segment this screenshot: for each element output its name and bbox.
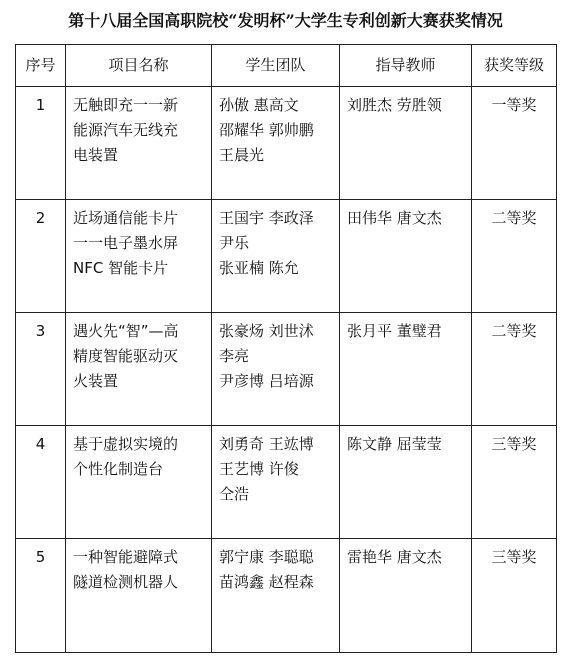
team-line: 张豪炀 刘世沭 bbox=[219, 322, 314, 340]
serial-number: 5 bbox=[35, 548, 46, 566]
project-name-line: 一种智能避障式 bbox=[73, 548, 179, 566]
page-title: 第十八届全国高职院校“发明杯”大学生专利创新大赛获奖情况 bbox=[68, 11, 503, 30]
team-line: 仝浩 bbox=[219, 485, 250, 503]
table-row bbox=[16, 426, 557, 539]
awards-table bbox=[15, 44, 557, 653]
award-level: 二等奖 bbox=[491, 209, 537, 227]
table-row bbox=[16, 87, 557, 200]
table-row bbox=[16, 539, 557, 653]
team-line: 尹彦博 吕培源 bbox=[219, 372, 314, 390]
advisors: 刘胜杰 劳胜领 bbox=[347, 96, 442, 114]
student-team bbox=[212, 426, 339, 515]
award-level: 一等奖 bbox=[491, 96, 537, 114]
project-name bbox=[66, 539, 211, 603]
project-name bbox=[66, 200, 211, 289]
table-header-row bbox=[16, 45, 557, 87]
team-line: 王艺博 许俊 bbox=[219, 460, 299, 478]
project-name bbox=[66, 313, 211, 402]
team-line: 李亮 bbox=[219, 347, 250, 365]
project-name-line: 近场通信能卡片 bbox=[73, 209, 179, 227]
project-name-line: 电装置 bbox=[73, 146, 119, 164]
advisors: 雷艳华 唐文杰 bbox=[347, 548, 442, 566]
team-line: 孙傲 惠高文 bbox=[219, 96, 299, 114]
student-team bbox=[212, 200, 339, 289]
advisors: 田伟华 唐文杰 bbox=[347, 209, 442, 227]
team-line: 张亚楠 陈允 bbox=[219, 259, 299, 277]
header-advisors: 指导教师 bbox=[340, 45, 472, 87]
serial-number: 2 bbox=[35, 209, 46, 227]
header-serial-number: 序号 bbox=[16, 45, 66, 87]
team-line: 郭宁康 李聪聪 bbox=[219, 548, 314, 566]
table-row bbox=[16, 200, 557, 313]
team-line: 王晨光 bbox=[219, 146, 265, 164]
award-level: 二等奖 bbox=[491, 322, 537, 340]
award-level: 三等奖 bbox=[491, 548, 537, 566]
student-team bbox=[212, 539, 339, 603]
team-line: 刘勇奇 王竑博 bbox=[219, 435, 314, 453]
project-name-line: 一一电子墨水屏 bbox=[73, 234, 179, 252]
advisors: 张月平 董璧君 bbox=[347, 322, 442, 340]
student-team bbox=[212, 313, 339, 402]
project-name-line: 基于虚拟实境的 bbox=[73, 435, 179, 453]
student-team bbox=[212, 87, 339, 176]
project-name-line: 火装置 bbox=[73, 372, 119, 390]
table-row bbox=[16, 313, 557, 426]
team-line: 尹乐 bbox=[219, 234, 250, 252]
header-award-level: 获奖等级 bbox=[472, 45, 557, 87]
project-name bbox=[66, 87, 211, 176]
advisors: 陈文静 屈莹莹 bbox=[347, 435, 442, 453]
team-line: 苗鸿鑫 赵程森 bbox=[219, 573, 314, 591]
project-name-line: 遇火先“智”—高 bbox=[73, 322, 179, 340]
project-name-line: 能源汽车无线充 bbox=[73, 121, 179, 139]
award-level: 三等奖 bbox=[491, 435, 537, 453]
serial-number: 4 bbox=[35, 435, 46, 453]
team-line: 邵耀华 郭帅鹏 bbox=[219, 121, 314, 139]
project-name-line: 隧道检测机器人 bbox=[73, 573, 179, 591]
project-name-line: 无触即充一一新 bbox=[73, 96, 179, 114]
serial-number: 3 bbox=[35, 322, 46, 340]
project-name-line: 个性化制造台 bbox=[73, 460, 164, 478]
serial-number: 1 bbox=[35, 96, 46, 114]
header-project-name: 项目名称 bbox=[66, 45, 212, 87]
project-name-line: 精度智能驱动灭 bbox=[73, 347, 179, 365]
header-student-team: 学生团队 bbox=[212, 45, 340, 87]
team-line: 王国宇 李政泽 bbox=[219, 209, 314, 227]
project-name bbox=[66, 426, 211, 490]
project-name-line: NFC 智能卡片 bbox=[73, 259, 169, 277]
